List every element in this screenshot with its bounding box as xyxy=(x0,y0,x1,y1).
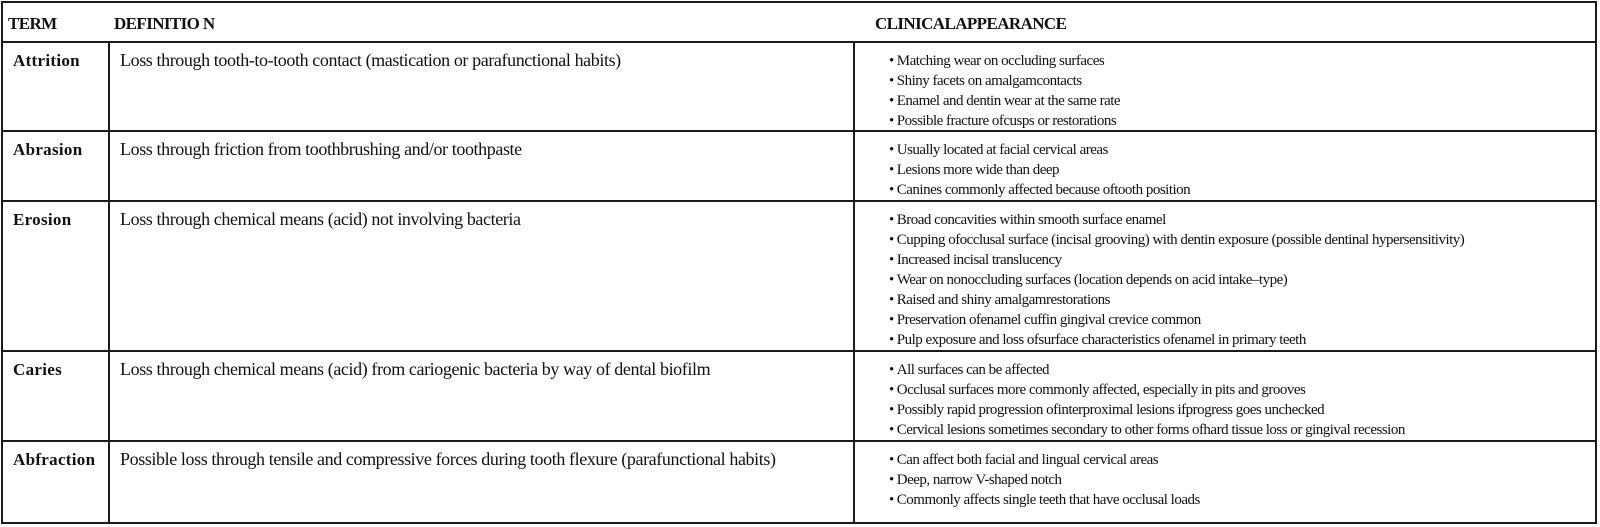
clinical-cell xyxy=(855,352,1595,440)
clinical-item-text: Pulp exposure and loss ofsurface characteristics ofenamel in primary teeth xyxy=(896,332,1306,348)
clinical-item-text: Wear on nonoccluding surfaces (location depends on acid intake–type) xyxy=(896,272,1288,288)
clinical-item-text: Occlusal surfaces more commonly affected, especially in pits and grooves xyxy=(896,382,1306,398)
bullet-icon: • xyxy=(889,162,894,178)
table-header-row xyxy=(3,3,1595,43)
definition-text: Loss through chemical means (acid) from cariogenic bacteria by way of dental biofilm xyxy=(120,359,711,379)
clinical-item-text: Preservation ofenamel cuffin gingival crevice common xyxy=(896,312,1201,328)
clinical-item-text: Cupping ofocclusal surface (incisal grooving) with dentin exposure (possible dentinal hypersensitivity) xyxy=(896,232,1465,248)
table-row-abrasion xyxy=(3,132,1595,202)
bullet-icon: • xyxy=(889,312,894,328)
clinical-item-text: Matching wear on occluding surfaces xyxy=(896,53,1105,69)
clinical-list xyxy=(889,140,1190,200)
clinical-item xyxy=(889,470,1200,490)
clinical-item-text: Cervical lesions sometimes secondary to other forms ofhard tissue loss or gingival recession xyxy=(896,422,1405,438)
bullet-icon: • xyxy=(889,362,894,378)
definition-cell xyxy=(110,43,855,130)
definition-cell xyxy=(110,352,855,440)
bullet-icon: • xyxy=(889,402,894,418)
clinical-item-text: Usually located at facial cervical areas xyxy=(896,142,1108,158)
bullet-icon: • xyxy=(889,332,894,348)
clinical-item xyxy=(889,450,1200,470)
table-row-abfraction xyxy=(3,442,1595,522)
clinical-item-text: Raised and shiny amalgamrestorations xyxy=(896,292,1110,308)
clinical-item xyxy=(889,290,1464,310)
bullet-icon: • xyxy=(889,73,894,89)
clinical-item xyxy=(889,330,1464,350)
clinical-cell xyxy=(855,132,1595,200)
bullet-icon: • xyxy=(889,93,894,109)
clinical-item xyxy=(889,210,1464,230)
clinical-cell xyxy=(855,202,1595,350)
definition-cell xyxy=(110,202,855,350)
bullet-icon: • xyxy=(889,472,894,488)
clinical-cell xyxy=(855,442,1595,522)
header-definition: DEFINITIO N xyxy=(114,14,215,33)
clinical-item-text: Enamel and dentin wear at the same rate xyxy=(896,93,1121,109)
clinical-list xyxy=(889,51,1120,131)
clinical-item-text: Shiny facets on amalgamcontacts xyxy=(896,73,1082,89)
definition-text: Loss through tooth-to-tooth contact (mastication or parafunctional habits) xyxy=(120,50,621,70)
bullet-icon: • xyxy=(889,182,894,198)
term-text: Erosion xyxy=(13,210,72,229)
definition-text: Possible loss through tensile and compressive forces during tooth flexure (parafunctional habits) xyxy=(120,449,776,469)
term-cell xyxy=(3,43,110,130)
clinical-item xyxy=(889,160,1190,180)
clinical-item xyxy=(889,420,1405,440)
clinical-list xyxy=(889,210,1464,350)
table-row-attrition xyxy=(3,43,1595,132)
clinical-item-text: Commonly affects single teeth that have occlusal loads xyxy=(896,492,1200,508)
clinical-item xyxy=(889,230,1464,250)
clinical-item-text: Deep, narrow V-shaped notch xyxy=(896,472,1062,488)
clinical-item xyxy=(889,400,1405,420)
bullet-icon: • xyxy=(889,272,894,288)
term-text: Caries xyxy=(13,360,63,379)
header-term: TERM xyxy=(8,14,57,33)
bullet-icon: • xyxy=(889,422,894,438)
term-text: Abfraction xyxy=(13,450,96,469)
term-cell xyxy=(3,442,110,522)
bullet-icon: • xyxy=(889,142,894,158)
clinical-item xyxy=(889,51,1120,71)
clinical-item xyxy=(889,111,1120,131)
bullet-icon: • xyxy=(889,292,894,308)
clinical-item-text: Can affect both facial and lingual cervical areas xyxy=(896,452,1159,468)
clinical-list xyxy=(889,360,1405,440)
term-text: Abrasion xyxy=(13,140,83,159)
clinical-item xyxy=(889,71,1120,91)
table-row-caries xyxy=(3,352,1595,442)
definition-text: Loss through chemical means (acid) not involving bacteria xyxy=(120,209,521,229)
clinical-item-text: Increased incisal translucency xyxy=(896,252,1062,268)
term-text: Attrition xyxy=(13,51,80,70)
bullet-icon: • xyxy=(889,492,894,508)
clinical-item xyxy=(889,180,1190,200)
clinical-item-text: Canines commonly affected because oftooth position xyxy=(896,182,1191,198)
clinical-item xyxy=(889,360,1405,380)
clinical-item-text: Possibly rapid progression ofinterproximal lesions ifprogress goes unchecked xyxy=(896,402,1325,418)
tooth-wear-table xyxy=(1,1,1597,524)
clinical-item xyxy=(889,380,1405,400)
clinical-item xyxy=(889,310,1464,330)
clinical-item xyxy=(889,270,1464,290)
term-cell xyxy=(3,352,110,440)
clinical-item-text: Broad concavities within smooth surface enamel xyxy=(896,212,1166,228)
clinical-list xyxy=(889,450,1200,510)
header-clinical-appearance: CLINICALAPPEARANCE xyxy=(875,14,1067,33)
bullet-icon: • xyxy=(889,452,894,468)
clinical-item-text: All surfaces can be affected xyxy=(896,362,1050,378)
definition-cell xyxy=(110,442,855,522)
bullet-icon: • xyxy=(889,212,894,228)
term-cell xyxy=(3,132,110,200)
definition-cell xyxy=(110,132,855,200)
bullet-icon: • xyxy=(889,53,894,69)
bullet-icon: • xyxy=(889,382,894,398)
definition-text: Loss through friction from toothbrushing and/or toothpaste xyxy=(120,139,522,159)
clinical-item xyxy=(889,250,1464,270)
bullet-icon: • xyxy=(889,232,894,248)
bullet-icon: • xyxy=(889,252,894,268)
table-row-erosion xyxy=(3,202,1595,352)
term-cell xyxy=(3,202,110,350)
clinical-item-text: Possible fracture ofcusps or restorations xyxy=(896,113,1117,129)
clinical-cell xyxy=(855,43,1595,130)
clinical-item-text: Lesions more wide than deep xyxy=(896,162,1060,178)
bullet-icon: • xyxy=(889,113,894,129)
clinical-item xyxy=(889,91,1120,111)
clinical-item xyxy=(889,140,1190,160)
clinical-item xyxy=(889,490,1200,510)
